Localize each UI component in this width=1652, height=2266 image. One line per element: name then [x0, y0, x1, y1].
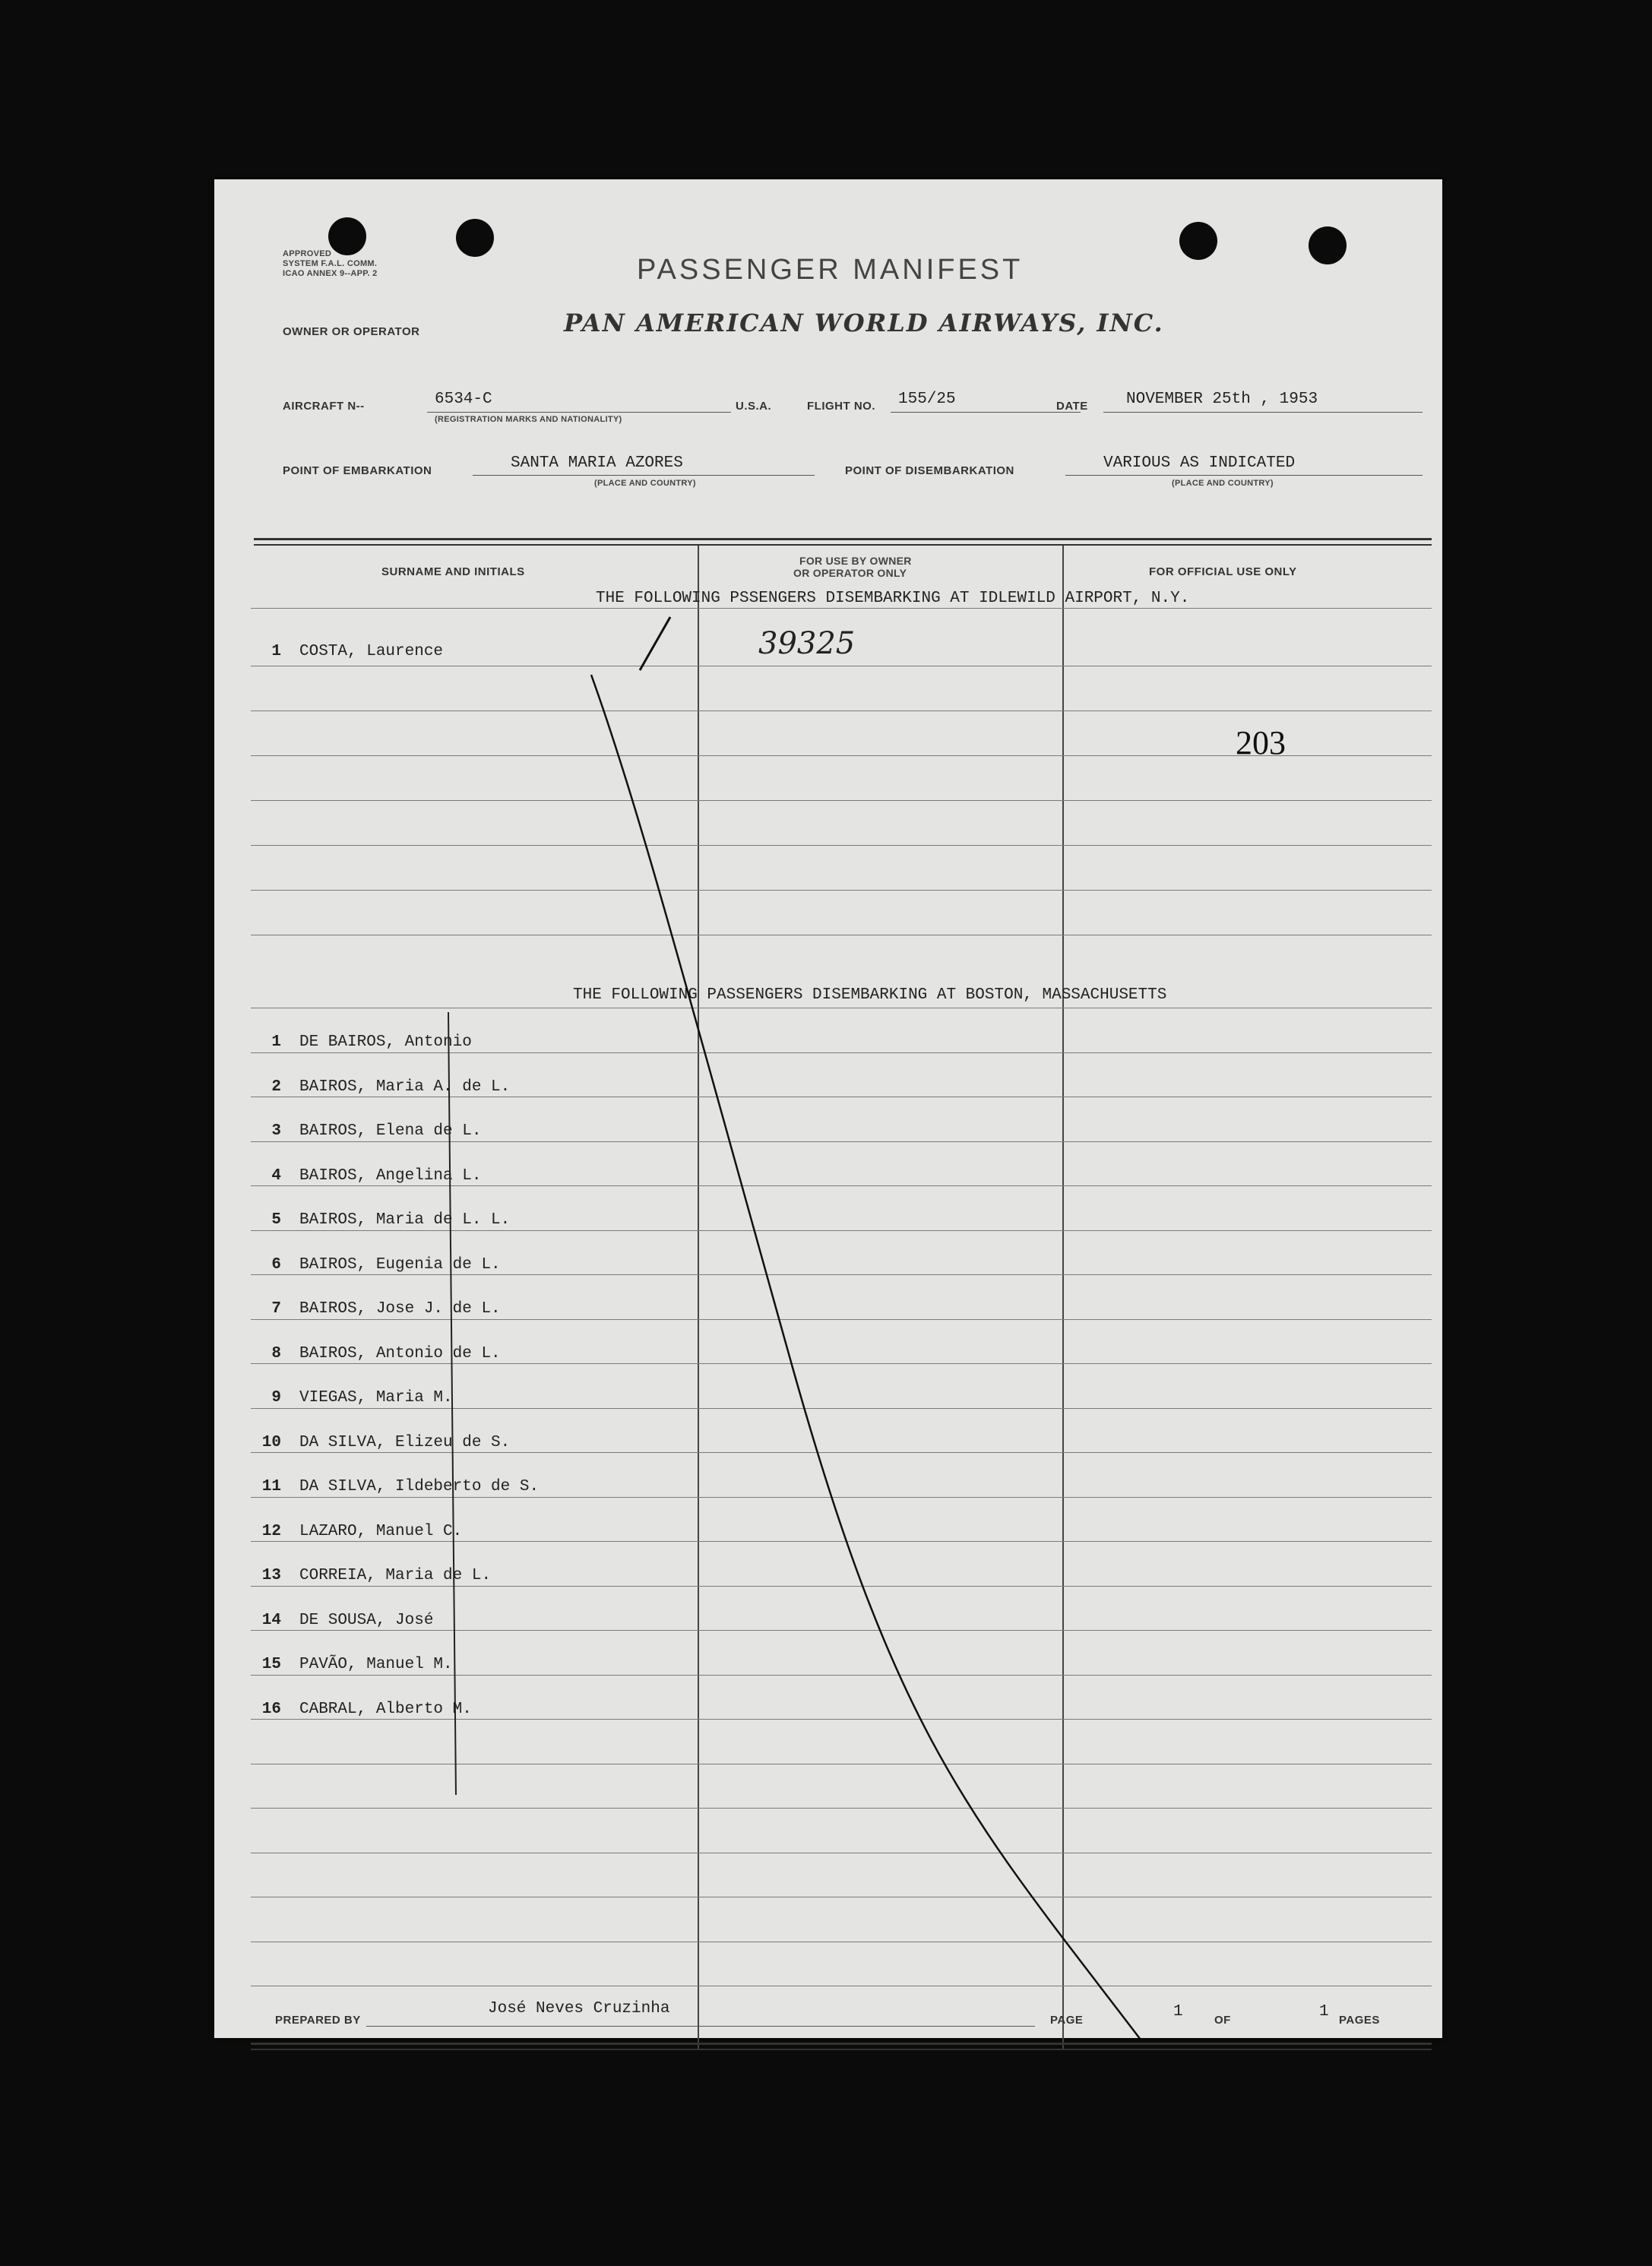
passenger-number: 13 — [261, 1567, 281, 1584]
list-item — [251, 1033, 472, 1051]
passenger-name: BAIROS, Antonio de L. — [299, 1344, 501, 1362]
aircraft-value: 6534-C — [435, 391, 492, 408]
ruled-line — [251, 1675, 1432, 1676]
passenger-name: BAIROS, Angelina L. — [299, 1166, 482, 1185]
ruled-line — [251, 1185, 1432, 1186]
prepared-underline — [366, 2026, 1035, 2027]
embark-value: SANTA MARIA AZORES — [511, 454, 683, 472]
ruled-line — [251, 1230, 1432, 1231]
ruled-line — [251, 710, 1432, 711]
passenger-name: DE SOUSA, José — [299, 1611, 434, 1629]
punch-hole — [456, 219, 494, 257]
passenger-name: CABRAL, Alberto M. — [299, 1700, 472, 1718]
approval-line-3: ICAO ANNEX 9--APP. 2 — [283, 269, 378, 278]
disembark-label: POINT OF DISEMBARKATION — [845, 464, 1014, 477]
ruled-line — [251, 1408, 1432, 1409]
list-item — [251, 1122, 481, 1140]
passenger-number: 16 — [261, 1700, 281, 1718]
list-item — [251, 1701, 472, 1718]
passenger-number: 5 — [271, 1211, 281, 1229]
passenger-name: DA SILVA, Elizeu de S. — [299, 1433, 511, 1451]
passenger-name: BAIROS, Maria A. de L. — [299, 1078, 511, 1096]
ruled-line — [251, 890, 1432, 891]
ruled-line — [251, 1052, 1432, 1053]
form-title: PASSENGER MANIFEST — [637, 254, 1024, 286]
ruled-line — [251, 1497, 1432, 1498]
ruled-line — [251, 1586, 1432, 1587]
pages-value: 1 — [1319, 2003, 1329, 2021]
table-bottom-rule — [251, 2043, 1432, 2045]
aircraft-label: AIRCRAFT N-- — [283, 400, 365, 413]
date-underline — [1103, 412, 1423, 413]
check-mark-stroke — [640, 617, 670, 670]
list-item — [251, 1612, 433, 1629]
disembark-caption: (PLACE AND COUNTRY) — [1172, 479, 1274, 488]
passenger-number: 14 — [261, 1611, 281, 1629]
passenger-number: 15 — [261, 1656, 281, 1673]
passenger-number: 3 — [271, 1122, 281, 1140]
ruled-line — [251, 1363, 1432, 1364]
passenger-number: 6 — [271, 1255, 281, 1274]
list-item — [251, 1656, 453, 1673]
flight-underline — [891, 412, 1081, 413]
list-item — [251, 1389, 453, 1407]
disembark-value: VARIOUS AS INDICATED — [1103, 454, 1296, 472]
ruled-line — [251, 845, 1432, 846]
handwritten-number: 39325 — [758, 626, 856, 661]
punch-hole — [1179, 222, 1217, 260]
passenger-name: COSTA, Laurence — [299, 643, 444, 660]
passenger-name: BAIROS, Eugenia de L. — [299, 1255, 501, 1274]
punch-hole — [328, 217, 366, 255]
list-item — [251, 1478, 539, 1495]
list-item — [251, 1567, 491, 1584]
passenger-number: 8 — [271, 1344, 281, 1362]
passenger-name: CORREIA, Maria de L. — [299, 1567, 492, 1584]
passenger-number: 1 — [271, 1033, 281, 1051]
prepared-value: José Neves Cruzinha — [488, 2000, 670, 2018]
owner-label: OWNER OR OPERATOR — [283, 325, 420, 338]
official-number: 203 — [1236, 724, 1286, 761]
passenger-name: DA SILVA, Ildeberto de S. — [299, 1478, 540, 1495]
table-bottom-rule — [251, 2049, 1432, 2050]
ruled-line — [251, 1319, 1432, 1320]
list-item — [251, 643, 443, 660]
passenger-number: 12 — [261, 1522, 281, 1540]
passenger-number: 11 — [261, 1478, 281, 1495]
flight-value: 155/25 — [898, 391, 956, 408]
date-value: NOVEMBER 25th , 1953 — [1126, 391, 1318, 408]
list-item — [251, 1256, 501, 1274]
column-divider — [698, 546, 699, 2050]
diagonal-cancel-line — [591, 675, 1143, 2038]
flight-label: FLIGHT NO. — [807, 400, 875, 413]
list-item — [251, 1434, 510, 1451]
page-value: 1 — [1173, 2003, 1183, 2021]
passenger-name: VIEGAS, Maria M. — [299, 1389, 453, 1407]
date-label: DATE — [1056, 400, 1088, 413]
boston-heading: THE FOLLOWING PASSENGERS DISEMBARKING AT BOSTON, MASSACHUSETTS — [573, 986, 1167, 1004]
operator-name: PAN AMERICAN WORLD AIRWAYS, INC. — [564, 309, 1164, 337]
passenger-number: 10 — [261, 1433, 281, 1451]
manifest-page — [214, 179, 1442, 2038]
column-divider — [1062, 546, 1064, 2050]
col-owner-header-2: OR OPERATOR ONLY — [793, 567, 907, 579]
punch-hole — [1309, 226, 1347, 264]
passenger-name: BAIROS, Maria de L. L. — [299, 1211, 511, 1229]
pages-label: PAGES — [1339, 2014, 1380, 2027]
table-top-rule — [254, 538, 1432, 540]
list-item — [251, 1300, 501, 1318]
approval-line-1: APPROVED — [283, 249, 332, 258]
ruled-line — [251, 608, 1432, 609]
passenger-number: 2 — [271, 1078, 281, 1096]
list-item — [251, 1523, 462, 1540]
passenger-name: PAVÃO, Manuel M. — [299, 1656, 453, 1673]
idlewild-heading: THE FOLLOWING PSSENGERS DISEMBARKING AT IDLEWILD AIRPORT, N.Y. — [596, 590, 1190, 607]
passenger-number: 9 — [271, 1389, 281, 1407]
ruled-line — [251, 1719, 1432, 1720]
usa-label: U.S.A. — [736, 400, 772, 413]
embark-label: POINT OF EMBARKATION — [283, 464, 432, 477]
ruled-line — [251, 1452, 1432, 1453]
list-item — [251, 1345, 501, 1362]
page-label: PAGE — [1050, 2014, 1084, 2027]
registration-caption: (REGISTRATION MARKS AND NATIONALITY) — [435, 415, 622, 424]
passenger-name: DE BAIROS, Antonio — [299, 1033, 472, 1051]
aircraft-underline — [427, 412, 731, 413]
list-item — [251, 1211, 510, 1229]
ruled-line — [251, 1541, 1432, 1542]
approval-line-2: SYSTEM F.A.L. COMM. — [283, 259, 378, 268]
of-label: OF — [1214, 2014, 1231, 2027]
ruled-line — [251, 800, 1432, 801]
embark-underline — [473, 475, 815, 476]
passenger-number: 4 — [271, 1166, 281, 1185]
passenger-name: LAZARO, Manuel C. — [299, 1522, 463, 1540]
ruled-line — [251, 1141, 1432, 1142]
embark-caption: (PLACE AND COUNTRY) — [594, 479, 696, 488]
ruled-line — [251, 1274, 1432, 1275]
passenger-number: 1 — [271, 643, 281, 660]
list-item — [251, 1078, 510, 1096]
passenger-name: BAIROS, Elena de L. — [299, 1122, 482, 1140]
prepared-label: PREPARED BY — [275, 2014, 361, 2027]
passenger-name: BAIROS, Jose J. de L. — [299, 1300, 501, 1318]
table-top-rule — [254, 544, 1432, 546]
disembark-underline — [1065, 475, 1423, 476]
col-owner-header-1: FOR USE BY OWNER — [799, 555, 912, 567]
col-surname-header: SURNAME AND INITIALS — [381, 565, 525, 578]
col-official-header: FOR OFFICIAL USE ONLY — [1149, 565, 1297, 578]
passenger-number: 7 — [271, 1300, 281, 1318]
list-item — [251, 1167, 481, 1185]
ruled-line — [251, 1630, 1432, 1631]
ruled-line — [251, 1808, 1432, 1809]
